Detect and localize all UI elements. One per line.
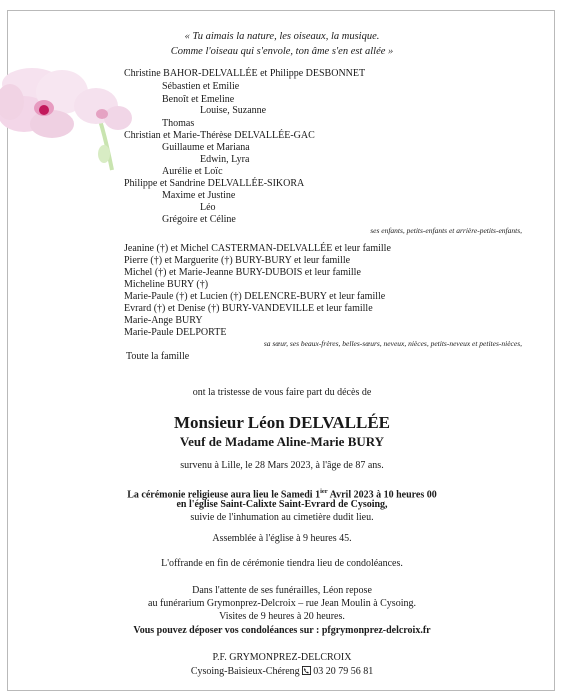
family-line: Louise, Suzanne (200, 105, 267, 116)
family-line: Aurélie et Loïc (162, 166, 223, 177)
ceremony-text: Avril 2023 à 10 heures 00 (327, 489, 437, 501)
sibling-line: Marie-Ange BURY (124, 315, 203, 326)
footer-contact (0, 666, 564, 678)
family-line: Benoît et Emeline (162, 94, 235, 105)
sibling-line: Jeanine (†) et Michel CASTERMAN-DELVALLÉE et leur famille (124, 243, 391, 254)
family-line: Maxime et Justine (162, 190, 236, 201)
sibling-line: Marie-Paule DELPORTE (124, 327, 227, 338)
family-line: Sébastien et Emilie (162, 81, 240, 92)
phone-icon (302, 666, 311, 675)
sibling-line: Marie-Paule (†) et Lucien (†) DELENCRE-BURY et leur famille (124, 291, 386, 302)
ceremony-line-2: en l'église Saint-Calixte Saint-Evrard de Cysoing, (176, 499, 388, 510)
footer-company: P.F. GRYMONPREZ-DELCROIX (212, 652, 352, 663)
whole-family: Toute la famille (126, 351, 190, 362)
sibling-line: Pierre (†) et Marguerite (†) BURY-BURY et leur famille (124, 255, 351, 266)
death-details: survenu à Lille, le 28 Mars 2023, à l'âge de 87 ans. (180, 460, 384, 471)
siblings-caption: sa sœur, ses beaux-frères, belles-sœurs, neveux, nièces, petits-neveux et petites-nièces, (263, 339, 522, 348)
ceremony-text: La cérémonie religieuse aura lieu le Samedi 1 (127, 489, 321, 501)
family-line: Philippe et Sandrine DELVALLÉE-SIKORA (124, 178, 305, 189)
assembly-info: Assemblée à l'église à 9 heures 45. (212, 533, 352, 544)
family-line: Christine BAHOR-DELVALLÉE et Philippe DESBONNET (124, 68, 366, 79)
condolences-line: Vous pouvez déposer vos condoléances sur : pfgrymonprez-delcroix.fr (133, 625, 431, 636)
ceremony-date-suffix: ier (320, 488, 328, 495)
family-line: Christian et Marie-Thérèse DELVALLÉE-GAC (124, 130, 315, 141)
sibling-line: Micheline BURY (†) (124, 279, 209, 290)
family-line: Thomas (162, 118, 195, 129)
funeral-home-line-1: Dans l'attente de ses funérailles, Léon repose (192, 585, 372, 596)
offering-info: L'offrande en fin de cérémonie tiendra lieu de condoléances. (161, 558, 403, 569)
family-line: Guillaume et Mariana (162, 142, 250, 153)
sibling-line: Michel (†) et Marie-Jeanne BURY-DUBOIS et leur famille (124, 267, 361, 278)
footer-city: Cysoing-Baisieux-Chéreng (190, 666, 300, 677)
sibling-line: Evrard (†) et Denise (†) BURY-VANDEVILLE et leur famille (124, 303, 373, 314)
deceased-name: Monsieur Léon DELVALLÉE (173, 413, 391, 432)
quote-line-1: « Tu aimais la nature, les oiseaux, la musique. (184, 31, 380, 42)
family-line: Edwin, Lyra (200, 154, 250, 165)
ceremony-line-3: suivie de l'inhumation au cimetière dudit lieu. (190, 512, 374, 523)
quote-line-2: Comme l'oiseau qui s'envole, ton âme s'en est allée » (170, 46, 394, 57)
children-caption: ses enfants, petits-enfants et arrière-petits-enfants, (370, 226, 522, 235)
announcement: ont la tristesse de vous faire part du décès de (192, 387, 372, 398)
footer-phone: 03 20 79 56 81 (313, 666, 374, 677)
orchid-flower-icon (0, 62, 140, 172)
widower-line: Veuf de Madame Aline-Marie BURY (179, 434, 385, 449)
funeral-home-line-3: Visites de 9 heures à 20 heures. (219, 611, 345, 622)
family-line: Grégoire et Céline (162, 214, 236, 225)
funeral-home-line-2: au funérarium Grymonprez-Delcroix – rue Jean Moulin à Cysoing. (148, 598, 416, 609)
family-line: Léo (200, 202, 216, 213)
